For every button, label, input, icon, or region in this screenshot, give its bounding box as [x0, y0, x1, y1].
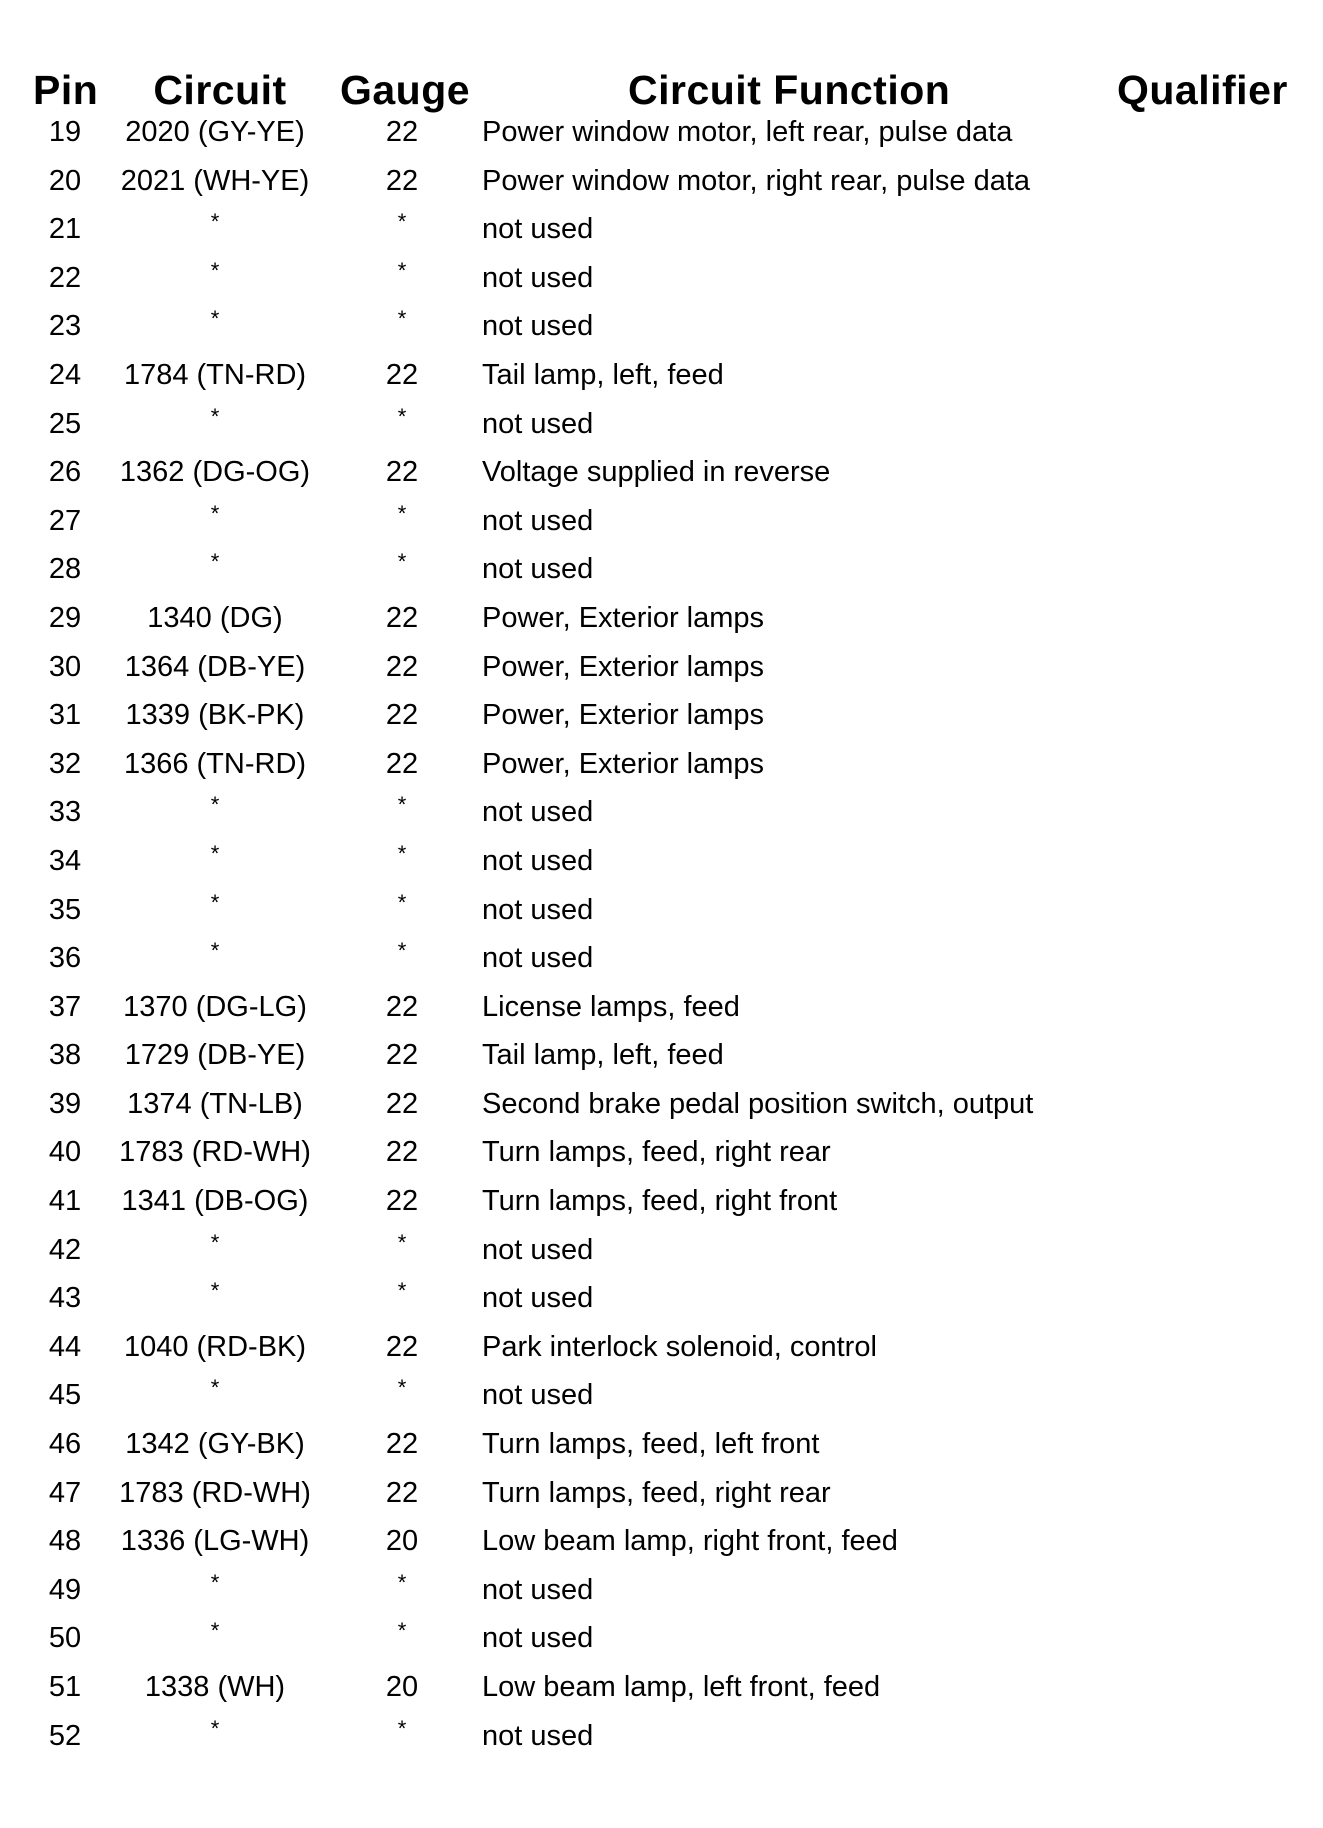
gauge-cell: *	[397, 1278, 407, 1304]
gauge-cell: 22	[385, 164, 419, 197]
gauge-cell: 22	[385, 456, 419, 489]
table-row	[0, 159, 1323, 208]
gauge-cell: *	[397, 549, 407, 575]
table-row	[0, 450, 1323, 499]
gauge-cell: *	[397, 500, 407, 526]
table-row	[0, 1276, 1323, 1325]
pin-cell: 35	[48, 893, 82, 926]
circuit-cell: 1341 (DB-OG)	[121, 1185, 309, 1218]
pin-cell: 33	[48, 796, 82, 829]
table-row	[0, 353, 1323, 402]
function-cell: not used	[482, 1719, 594, 1752]
circuit-cell: *	[210, 1618, 220, 1644]
pin-cell: 21	[48, 213, 82, 246]
function-cell: not used	[482, 407, 594, 440]
function-cell: not used	[482, 942, 594, 975]
pin-cell: 49	[48, 1573, 82, 1606]
gauge-cell: 22	[385, 1185, 419, 1218]
table-row	[0, 1373, 1323, 1422]
pin-cell: 50	[48, 1622, 82, 1655]
gauge-cell: 22	[385, 1087, 419, 1120]
function-cell: not used	[482, 213, 594, 246]
circuit-cell: 2020 (GY-YE)	[125, 116, 305, 148]
circuit-cell: 1729 (DB-YE)	[124, 1039, 306, 1072]
pin-cell: 20	[48, 164, 82, 197]
pin-cell: 22	[48, 261, 82, 294]
pin-cell: 42	[48, 1233, 82, 1266]
table-row	[0, 645, 1323, 694]
gauge-cell: 20	[385, 1525, 419, 1558]
circuit-cell: 1784 (TN-RD)	[123, 358, 307, 391]
table-row	[0, 256, 1323, 305]
table-row	[0, 1228, 1323, 1277]
pin-cell: 38	[48, 1039, 82, 1072]
pin-cell: 36	[48, 942, 82, 975]
pin-cell: 30	[48, 650, 82, 683]
pin-cell: 29	[48, 601, 82, 634]
function-cell: not used	[482, 310, 594, 343]
gauge-cell: 22	[385, 116, 419, 148]
header-circuit: Circuit	[153, 67, 287, 113]
gauge-cell: 22	[385, 650, 419, 683]
circuit-cell: *	[210, 1229, 220, 1255]
function-cell: Turn lamps, feed, right front	[482, 1185, 838, 1218]
table-row	[0, 1325, 1323, 1374]
table-row	[0, 888, 1323, 937]
function-cell: not used	[482, 844, 594, 877]
circuit-cell: *	[210, 549, 220, 575]
function-cell: Power window motor, right rear, pulse data	[482, 164, 1031, 197]
gauge-cell: *	[397, 889, 407, 915]
gauge-cell: *	[397, 1375, 407, 1401]
header-gauge: Gauge	[339, 67, 471, 113]
table-row	[0, 839, 1323, 888]
gauge-cell: 22	[385, 1136, 419, 1169]
gauge-cell: 20	[385, 1671, 419, 1703]
pin-cell: 48	[48, 1525, 82, 1558]
circuit-cell: *	[210, 1375, 220, 1401]
circuit-cell: 1366 (TN-RD)	[123, 747, 307, 780]
gauge-cell: 22	[385, 1330, 419, 1363]
function-cell: not used	[482, 1573, 594, 1606]
gauge-cell: *	[397, 1715, 407, 1741]
function-cell: Turn lamps, feed, left front	[482, 1428, 820, 1461]
function-cell: not used	[482, 1282, 594, 1315]
table-row	[0, 1616, 1323, 1665]
gauge-cell: 22	[385, 1039, 419, 1072]
pin-cell: 37	[48, 990, 82, 1023]
function-cell: not used	[482, 1379, 594, 1412]
circuit-cell: 1340 (DG)	[147, 601, 283, 634]
function-cell: Power, Exterior lamps	[482, 699, 765, 732]
pin-cell: 43	[48, 1282, 82, 1315]
gauge-cell: *	[397, 938, 407, 964]
pin-cell: 47	[48, 1476, 82, 1509]
circuit-cell: 1342 (GY-BK)	[125, 1428, 305, 1461]
gauge-cell: 22	[385, 358, 419, 391]
circuit-cell: *	[210, 938, 220, 964]
pin-cell: 23	[48, 310, 82, 343]
table-row	[0, 402, 1323, 451]
table-row	[0, 1130, 1323, 1179]
gauge-cell: *	[397, 792, 407, 818]
function-cell: not used	[482, 504, 594, 537]
table-row	[0, 936, 1323, 985]
function-cell: Park interlock solenoid, control	[482, 1330, 877, 1363]
gauge-cell: *	[397, 840, 407, 866]
header-circuit-function: Circuit Function	[628, 67, 951, 113]
pin-cell: 39	[48, 1087, 82, 1120]
function-cell: Power, Exterior lamps	[482, 601, 765, 634]
pin-cell: 25	[48, 407, 82, 440]
gauge-cell: *	[397, 209, 407, 235]
circuit-cell: *	[210, 840, 220, 866]
pin-cell: 24	[48, 358, 82, 391]
table-row	[0, 1179, 1323, 1228]
circuit-cell: 1339 (BK-PK)	[125, 699, 305, 732]
gauge-cell: 22	[385, 747, 419, 780]
circuit-cell: *	[210, 1715, 220, 1741]
circuit-cell: *	[210, 209, 220, 235]
function-cell: Second brake pedal position switch, output	[482, 1087, 1034, 1120]
pin-cell: 45	[48, 1379, 82, 1412]
table-row	[0, 547, 1323, 596]
function-cell: not used	[482, 893, 594, 926]
gauge-cell: 22	[385, 1428, 419, 1461]
function-cell: Low beam lamp, left front, feed	[482, 1671, 881, 1703]
table-row	[0, 1714, 1323, 1763]
pin-cell: 40	[48, 1136, 82, 1169]
circuit-cell: *	[210, 1569, 220, 1595]
table-row	[0, 742, 1323, 791]
circuit-cell: 2021 (WH-YE)	[120, 164, 310, 197]
header-pin: Pin	[33, 67, 99, 113]
table-row	[0, 110, 1323, 159]
table-row	[0, 1519, 1323, 1568]
table-row	[0, 693, 1323, 742]
pin-cell: 51	[48, 1671, 82, 1703]
circuit-cell: 1374 (TN-LB)	[127, 1087, 303, 1120]
pin-cell: 27	[48, 504, 82, 537]
gauge-cell: *	[397, 257, 407, 283]
circuit-cell: 1040 (RD-BK)	[123, 1330, 307, 1363]
table-row	[0, 499, 1323, 548]
function-cell: Low beam lamp, right front, feed	[482, 1525, 898, 1558]
pin-cell: 28	[48, 553, 82, 586]
circuit-cell: 1336 (LG-WH)	[120, 1525, 310, 1558]
table-body	[0, 110, 1323, 1762]
function-cell: License lamps, feed	[482, 990, 740, 1023]
pin-cell: 19	[48, 116, 82, 148]
circuit-cell: 1783 (RD-WH)	[119, 1136, 311, 1169]
circuit-cell: *	[210, 500, 220, 526]
pin-cell: 52	[48, 1719, 82, 1752]
pin-cell: 31	[48, 699, 82, 732]
table-row	[0, 207, 1323, 256]
function-cell: not used	[482, 796, 594, 829]
table-row	[0, 790, 1323, 839]
gauge-cell: 22	[385, 601, 419, 634]
table-row	[0, 304, 1323, 353]
circuit-cell: *	[210, 257, 220, 283]
circuit-cell: *	[210, 889, 220, 915]
circuit-cell: *	[210, 306, 220, 332]
pin-cell: 32	[48, 747, 82, 780]
table-row	[0, 1422, 1323, 1471]
header-qualifier: Qualifier	[1117, 67, 1288, 113]
pin-cell: 41	[48, 1185, 82, 1218]
gauge-cell: *	[397, 1569, 407, 1595]
gauge-cell: *	[397, 403, 407, 429]
circuit-cell: 1370 (DG-LG)	[123, 990, 307, 1023]
gauge-cell: *	[397, 306, 407, 332]
function-cell: Tail lamp, left, feed	[482, 358, 724, 391]
function-cell: not used	[482, 1622, 594, 1655]
gauge-cell: 22	[385, 1476, 419, 1509]
pin-cell: 44	[48, 1330, 82, 1363]
gauge-cell: *	[397, 1618, 407, 1644]
table-row	[0, 1665, 1323, 1714]
function-cell: Turn lamps, feed, right rear	[482, 1136, 831, 1169]
function-cell: Turn lamps, feed, right rear	[482, 1476, 831, 1509]
circuit-cell: *	[210, 403, 220, 429]
circuit-cell: *	[210, 792, 220, 818]
function-cell: not used	[482, 553, 594, 586]
table-row	[0, 1471, 1323, 1520]
gauge-cell: 22	[385, 699, 419, 732]
pin-cell: 34	[48, 844, 82, 877]
function-cell: Voltage supplied in reverse	[482, 456, 831, 489]
function-cell: Tail lamp, left, feed	[482, 1039, 724, 1072]
function-cell: Power window motor, left rear, pulse data	[482, 116, 1013, 148]
table-row	[0, 1033, 1323, 1082]
gauge-cell: *	[397, 1229, 407, 1255]
table-row	[0, 596, 1323, 645]
circuit-cell: 1783 (RD-WH)	[119, 1476, 311, 1509]
gauge-cell: 22	[385, 990, 419, 1023]
function-cell: Power, Exterior lamps	[482, 747, 765, 780]
pin-cell: 46	[48, 1428, 82, 1461]
function-cell: not used	[482, 1233, 594, 1266]
circuit-cell: 1338 (WH)	[144, 1671, 286, 1703]
pin-cell: 26	[48, 456, 82, 489]
table-row	[0, 1082, 1323, 1131]
circuit-cell: 1362 (DG-OG)	[119, 456, 311, 489]
function-cell: Power, Exterior lamps	[482, 650, 765, 683]
table-row	[0, 1568, 1323, 1617]
function-cell: not used	[482, 261, 594, 294]
circuit-cell: *	[210, 1278, 220, 1304]
circuit-cell: 1364 (DB-YE)	[124, 650, 306, 683]
table-row	[0, 985, 1323, 1034]
